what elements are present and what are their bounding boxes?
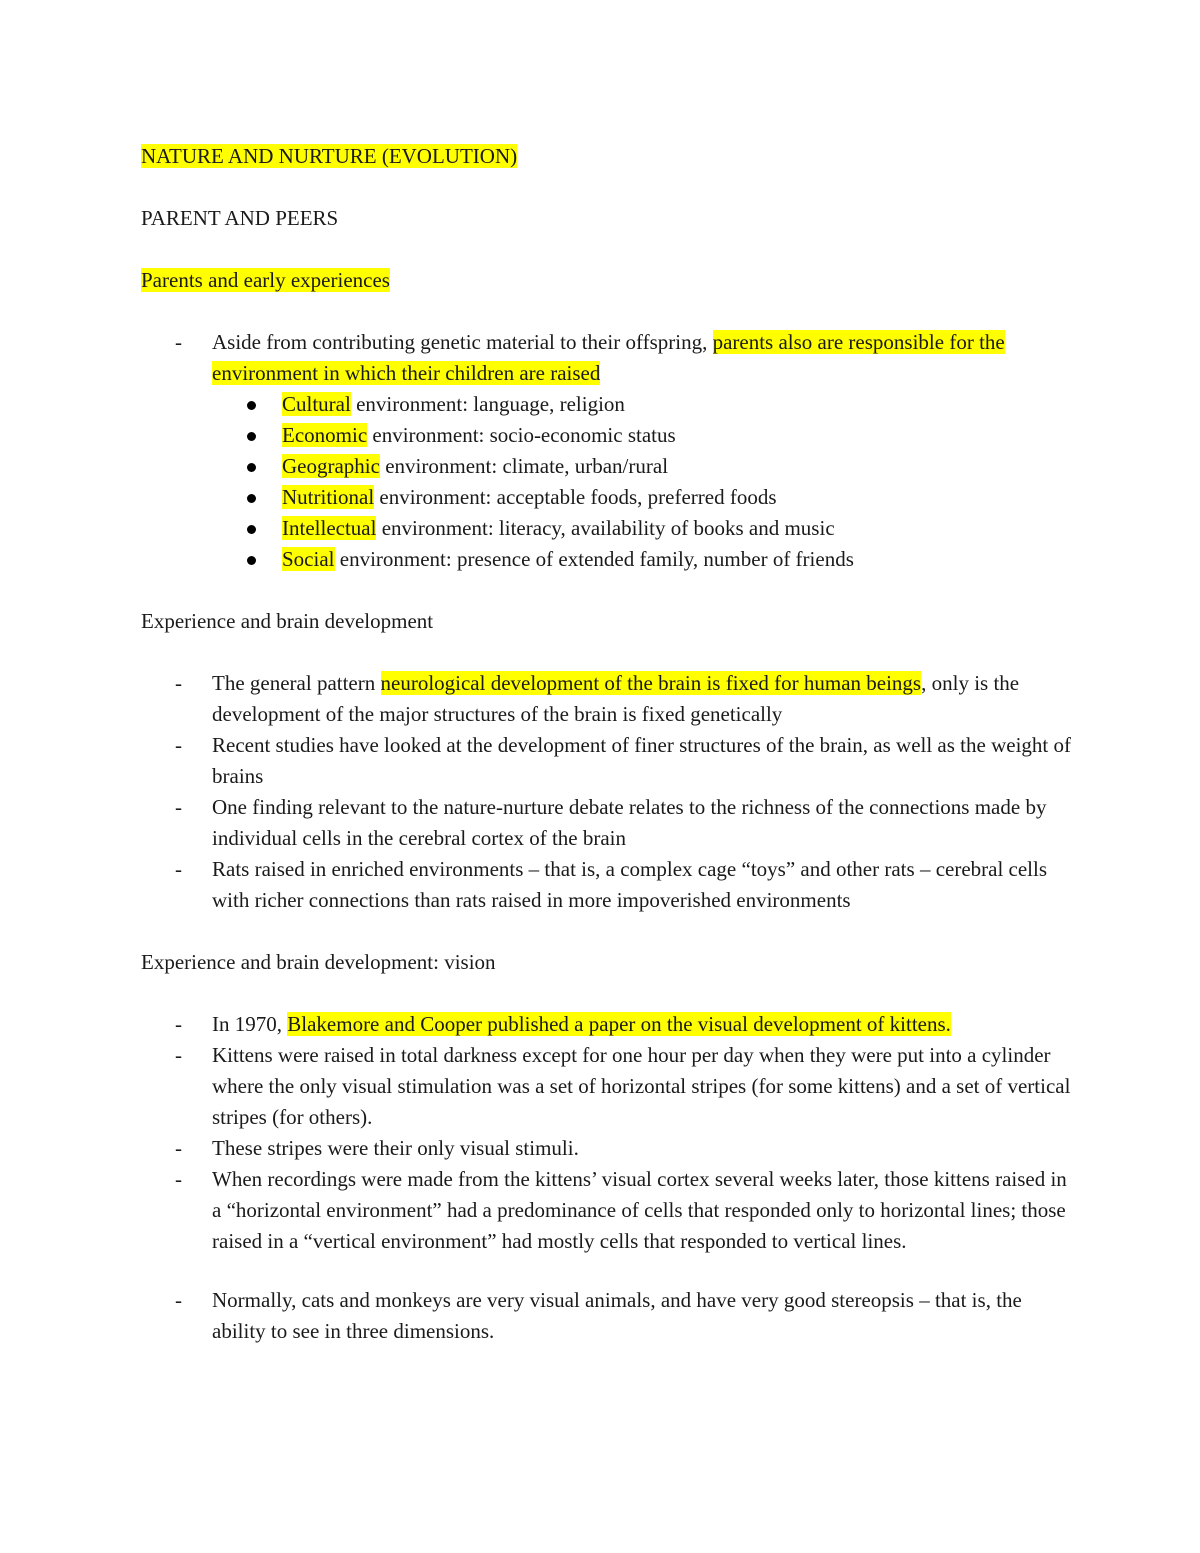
list-item: - One finding relevant to the nature-nurture debate relates to the richness of the connections made by individual cells in the cerebral cortex of the brain <box>141 792 1080 854</box>
list-item: - Kittens were raised in total darkness except for one hour per day when they were put into a cylinder where the only visual stimulation was a set of horizontal stripes (for some kittens) and a set of vertical stripes (for others). <box>141 1040 1080 1133</box>
bullet-icon <box>247 432 256 441</box>
bullet-icon <box>247 463 256 472</box>
bullet-item: Cultural environment: language, religion <box>141 389 1080 420</box>
bullet-icon <box>247 525 256 534</box>
dash-marker: - <box>175 671 182 695</box>
bullet-item: Nutritional environment: acceptable foods, preferred foods <box>141 482 1080 513</box>
dash-marker: - <box>175 857 182 881</box>
list-item: - Rats raised in enriched environments – that is, a complex cage “toys” and other rats – cerebral cells with richer connections than rats raised in more impoverished environments <box>141 854 1080 916</box>
bullet-icon <box>247 494 256 503</box>
bullet-item: Geographic environment: climate, urban/rural <box>141 451 1080 482</box>
list-item: - Normally, cats and monkeys are very visual animals, and have very good stereopsis – that is, the ability to see in three dimensions. <box>141 1285 1080 1347</box>
document-subtitle: PARENT AND PEERS <box>141 206 339 230</box>
bullet-icon <box>247 556 256 565</box>
bullet-icon <box>247 401 256 410</box>
dash-marker: - <box>175 733 182 757</box>
dash-marker: - <box>175 1167 182 1191</box>
bullet-item: Social environment: presence of extended family, number of friends <box>141 544 1080 575</box>
bullet-item: Economic environment: socio-economic status <box>141 420 1080 451</box>
list-item: - In 1970, Blakemore and Cooper published a paper on the visual development of kittens. <box>141 1009 1080 1040</box>
list-item: - Aside from contributing genetic material to their offspring, parents also are responsible for the environment in which their children are raised <box>141 327 1080 389</box>
document-title: NATURE AND NURTURE (EVOLUTION) <box>141 144 518 168</box>
dash-marker: - <box>175 1288 182 1312</box>
dash-marker: - <box>175 330 182 354</box>
list-item: - Recent studies have looked at the development of finer structures of the brain, as well as the weight of brains <box>141 730 1080 792</box>
list-item: - The general pattern neurological development of the brain is fixed for human beings, only is the development of the major structures of the brain is fixed genetically <box>141 668 1080 730</box>
section-heading-vision: Experience and brain development: vision <box>141 950 496 974</box>
dash-marker: - <box>175 795 182 819</box>
section-heading-brain: Experience and brain development <box>141 609 434 633</box>
dash-marker: - <box>175 1136 182 1160</box>
section-heading-parents: Parents and early experiences <box>141 268 390 292</box>
list-item: - These stripes were their only visual stimuli. <box>141 1133 1080 1164</box>
dash-marker: - <box>175 1012 182 1036</box>
dash-marker: - <box>175 1043 182 1067</box>
list-item: - When recordings were made from the kittens’ visual cortex several weeks later, those kittens raised in a “horizontal environment” had a predominance of cells that responded only to horizontal lines; those raised in a “vertical environment” had mostly cells that responded to vertical lines. <box>141 1164 1080 1257</box>
bullet-item: Intellectual environment: literacy, availability of books and music <box>141 513 1080 544</box>
